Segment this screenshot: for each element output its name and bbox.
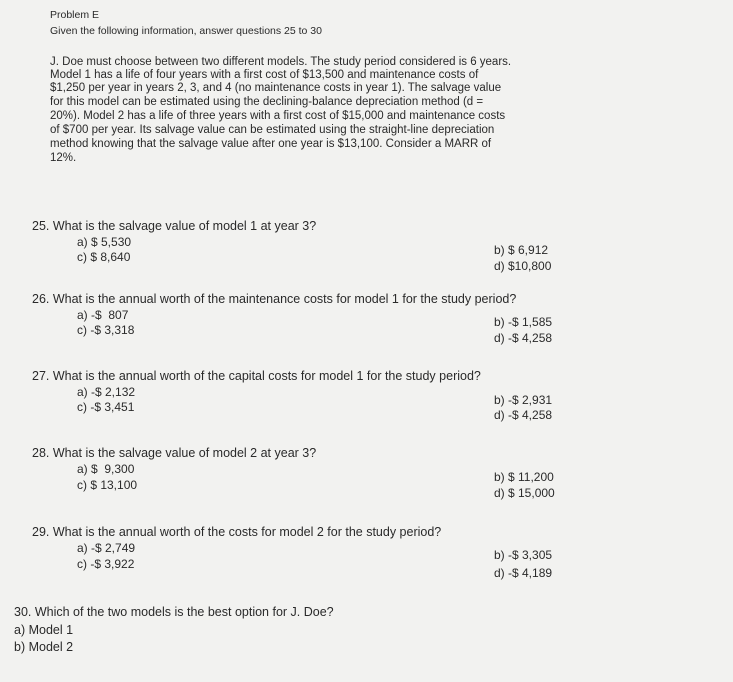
intro-line: $1,250 per year in years 2, 3, and 4 (no maintenance costs in year 1). The salvage value — [50, 82, 502, 94]
option-b: b) $ 11,200 — [494, 470, 554, 484]
option-c: c) -$ 3,922 — [77, 557, 135, 571]
intro-line: for this model can be estimated using the declining-balance depreciation method (d = — [50, 96, 484, 108]
question-text: 28. What is the salvage value of model 2 at year 3? — [32, 446, 317, 460]
question-text: 30. Which of the two models is the best option for J. Doe? — [14, 605, 334, 619]
question-text: 29. What is the annual worth of the costs for model 2 for the study period? — [32, 525, 442, 539]
option-a: a) $ 5,530 — [77, 235, 132, 249]
problem-subtitle: Given the following information, answer questions 25 to 30 — [50, 25, 322, 37]
option-d: d) $10,800 — [494, 259, 552, 273]
question-text: 27. What is the annual worth of the capital costs for model 1 for the study period? — [32, 369, 481, 383]
option-b: b) $ 6,912 — [494, 243, 549, 257]
option-d: d) $ 15,000 — [494, 486, 555, 500]
option-d: d) -$ 4,258 — [494, 408, 553, 422]
intro-line: of $700 per year. Its salvage value can be estimated using the straight-line depreciation — [50, 124, 495, 136]
question-text: 25. What is the salvage value of model 1 at year 3? — [32, 219, 317, 233]
option-b: b) Model 2 — [14, 640, 74, 654]
intro-line: 12%. — [50, 152, 77, 164]
problem-title: Problem E — [50, 9, 100, 21]
option-d: d) -$ 4,258 — [494, 331, 553, 345]
option-c: c) $ 13,100 — [77, 478, 138, 492]
option-a: a) -$ 807 — [77, 308, 129, 322]
option-c: c) -$ 3,451 — [77, 400, 135, 414]
option-a: a) -$ 2,749 — [77, 541, 136, 555]
option-b: b) -$ 2,931 — [494, 393, 553, 407]
option-b: b) -$ 3,305 — [494, 548, 553, 562]
intro-line: J. Doe must choose between two different models. The study period considered is 6 years. — [50, 56, 512, 68]
intro-line: Model 1 has a life of four years with a first cost of $13,500 and maintenance costs of — [50, 69, 479, 81]
option-b: b) -$ 1,585 — [494, 315, 553, 329]
intro-line: method knowing that the salvage value after one year is $13,100. Consider a MARR of — [50, 138, 492, 150]
question-text: 26. What is the annual worth of the maintenance costs for model 1 for the study period? — [32, 292, 517, 306]
intro-line: 20%). Model 2 has a life of three years with a first cost of $15,000 and maintenance costs — [50, 110, 506, 122]
option-d: d) -$ 4,189 — [494, 566, 553, 580]
option-a: a) -$ 2,132 — [77, 385, 136, 399]
option-a: a) Model 1 — [14, 623, 74, 637]
option-c: c) $ 8,640 — [77, 250, 131, 264]
option-a: a) $ 9,300 — [77, 462, 135, 476]
option-c: c) -$ 3,318 — [77, 323, 135, 337]
